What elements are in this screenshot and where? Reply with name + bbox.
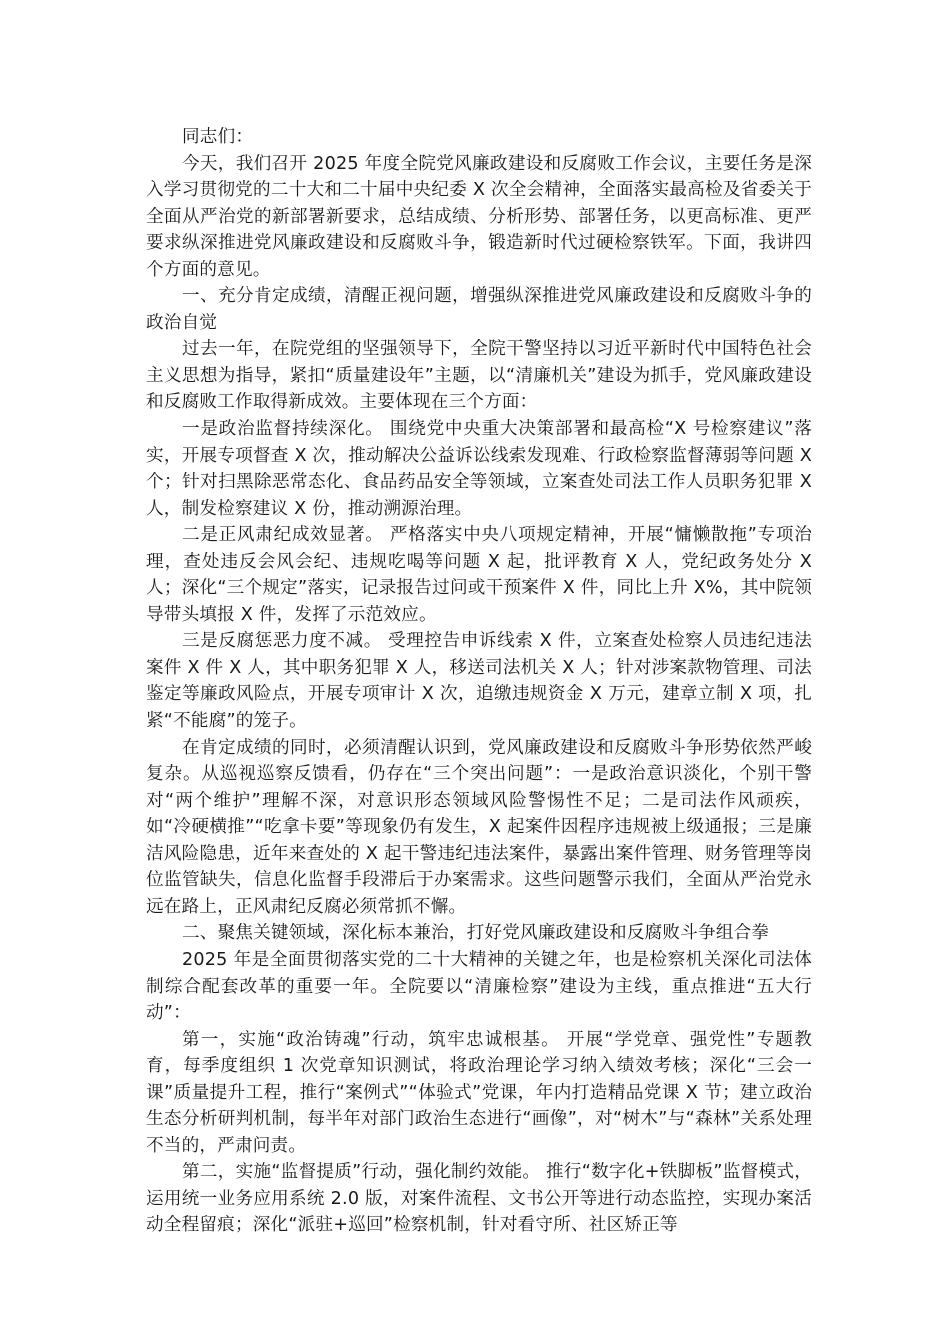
section-heading-1: 一、充分肯定成绩，清醒正视问题，增强纵深推进党风廉政建设和反腐败斗争的政治自觉 (146, 286, 812, 333)
document-page (146, 124, 812, 1239)
point-anti-corruption: 三是反腐惩恶力度不减。 受理控告申诉线索 X 件，立案查处检察人员违纪违法案件 X 件 X 人，其中职务犯罪 X 人，移送司法机关 X 人；针对涉案款物管理、司法鉴定等廉政风险点，开展专项审计 X 次，追缴违规资金 X 万元，建章立制 X 项，扎紧“不能腐”的笼子。 (146, 631, 812, 732)
section-heading-2: 二、聚焦关键领域，深化标本兼治，打好党风廉政建设和反腐败斗争组合拳 (182, 923, 770, 944)
action-political: 第一，实施“政治铸魂”行动，筑牢忠诚根基。 开展“学党章、强党性”专题教育，每季度组织 1 次党章知识测试，将政治理论学习纳入绩效考核；深化“三会一课”质量提升工程，推行“案例式”“体验式”党课，年内打造精品党课 X 节；建立政治生态分析研判机制，每半年对部门政治生态进行“画像”，对“树木”与“森林”关系处理不当的，严肃问责。 (146, 1029, 812, 1156)
point-discipline: 二是正风肃纪成效显著。 严格落实中央八项规定精神，开展“慵懒散拖”专项治理，查处违反会风会纪、违规吃喝等问题 X 起，批评教育 X 人，党纪政务处分 X 人；深化“三个规定”落实，记录报告过问或干预案件 X 件，同比上升 X%，其中院领导带头填报 X 件，发挥了示范效应。 (146, 525, 812, 625)
action-supervision: 第二，实施“监督提质”行动，强化制约效能。 推行“数字化+铁脚板”监督模式，运用统一业务应用系统 2.0 版，对案件流程、文书公开等进行动态监控，实现办案活动全程留痕；深化“派驻+巡回”检察机制，针对看守所、社区矫正等 (146, 1162, 812, 1236)
plan-paragraph: 2025 年是全面贯彻落实党的二十大精神的关键之年，也是检察机关深化司法体制综合配套改革的重要一年。全院要以“清廉检察”建设为主线，重点推进“五大行动”： (146, 949, 812, 1024)
review-paragraph: 过去一年，在院党组的坚强领导下，全院干警坚持以习近平新时代中国特色社会主义思想为指导，紧扣“质量建设年”主题，以“清廉机关”建设为抓手，党风廉政建设和反腐败工作取得新成效。主要体现在三个方面： (146, 339, 812, 413)
problems-paragraph: 在肯定成绩的同时，必须清醒认识到，党风廉政建设和反腐败斗争形势依然严峻复杂。从巡视巡察反馈看，仍存在“三个突出问题”：一是政治意识淡化，个别干警对“两个维护”理解不深，对意识形态领域风险警惕性不足；二是司法作风顽疾，如“冷硬横推”“吃拿卡要”等现象仍有发生，X 起案件因程序违规被上级通报；三是廉洁风险隐患，近年来查处的 X 起干警违纪违法案件，暴露出案件管理、财务管理等岗位监管缺失，信息化监督手段滞后于办案需求。这些问题警示我们，全面从严治党永远在路上，正风肃纪反腐必须常抓不懈。 (146, 737, 812, 917)
intro-paragraph: 今天，我们召开 2025 年度全院党风廉政建设和反腐败工作会议，主要任务是深入学习贯彻党的二十大和二十届中央纪委 X 次全会精神，全面落实最高检及省委关于全面从严治党的新部署新要求，总结成绩、分析形势、部署任务，以更高标准、更严要求纵深推进党风廉政建设和反腐败斗争，锻造新时代过硬检察铁军。下面，我讲四个方面的意见。 (146, 153, 812, 280)
point-political-supervision: 一是政治监督持续深化。 围绕党中央重大决策部署和最高检“X 号检察建议”落实，开展专项督查 X 次，推动解决公益诉讼线索发现难、行政检察监督薄弱等问题 X 个；针对扫黑除恶常态化、食品药品安全等领域，立案查处司法工作人员职务犯罪 X 人，制发检察建议 X 份，推动溯源治理。 (146, 419, 812, 519)
salutation: 同志们： (182, 127, 254, 147)
